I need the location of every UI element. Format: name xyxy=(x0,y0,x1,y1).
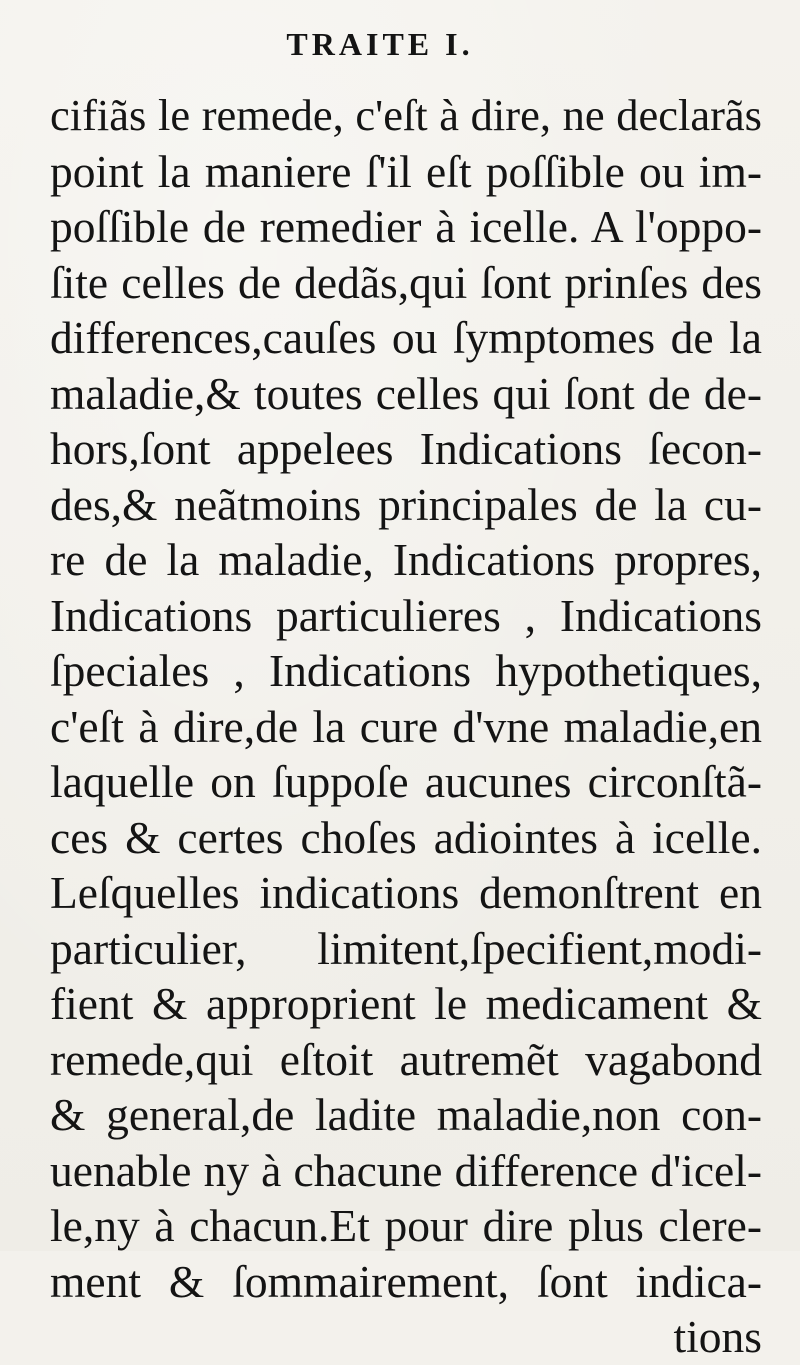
text-line: fient & approprient le medicament & xyxy=(50,978,762,1029)
text-line: re de la maladie, Indications propres, xyxy=(50,534,762,585)
body-text xyxy=(50,88,762,1365)
text-line: cifiãs le remede, c'eſt à dire, ne declarãs xyxy=(50,90,762,140)
text-line: ſpeciales , Indications hypothetiques, xyxy=(50,645,762,696)
text-line: laquelle on ſuppoſe aucunes circonſtã- xyxy=(50,756,762,807)
text-line: ment & ſommairement, ſont indica- xyxy=(50,1255,762,1307)
text-line: poſſible de remedier à icelle. A l'oppo- xyxy=(50,201,762,252)
running-head: TRAITE I. xyxy=(286,26,474,62)
text-line: c'eſt à dire,de la cure d'vne maladie,en xyxy=(50,700,762,752)
catchword: tions xyxy=(673,1311,762,1362)
text-line: maladie,& toutes celles qui ſont de de- xyxy=(50,367,762,419)
text-line: Leſquelles indications demonſtrent en xyxy=(50,867,762,918)
text-line: Indications particulieres , Indications xyxy=(50,589,762,641)
text-line: ces & certes choſes adiointes à icelle. xyxy=(50,811,762,863)
text-line: remede,qui eſtoit autremẽt vagabond xyxy=(50,1033,762,1085)
text-line: uenable ny à chacune difference d'icel- xyxy=(50,1144,762,1196)
text-line: point la maniere ſ'il eſt poſſible ou im- xyxy=(50,145,762,197)
text-line: differences,cauſes ou ſymptomes de la xyxy=(50,312,762,363)
text-line: des,& neãtmoins principales de la cu- xyxy=(50,478,762,530)
text-line: hors,ſont appelees Indications ſecon- xyxy=(50,423,762,474)
text-line: particulier, limitent,ſpecifient,modi- xyxy=(50,922,762,974)
text-line: le,ny à chacun.Et pour dire plus clere- xyxy=(50,1200,762,1251)
text-line: & general,de ladite maladie,non con- xyxy=(50,1089,762,1140)
text-line: ſite celles de dedãs,qui ſont prinſes des xyxy=(50,256,762,308)
